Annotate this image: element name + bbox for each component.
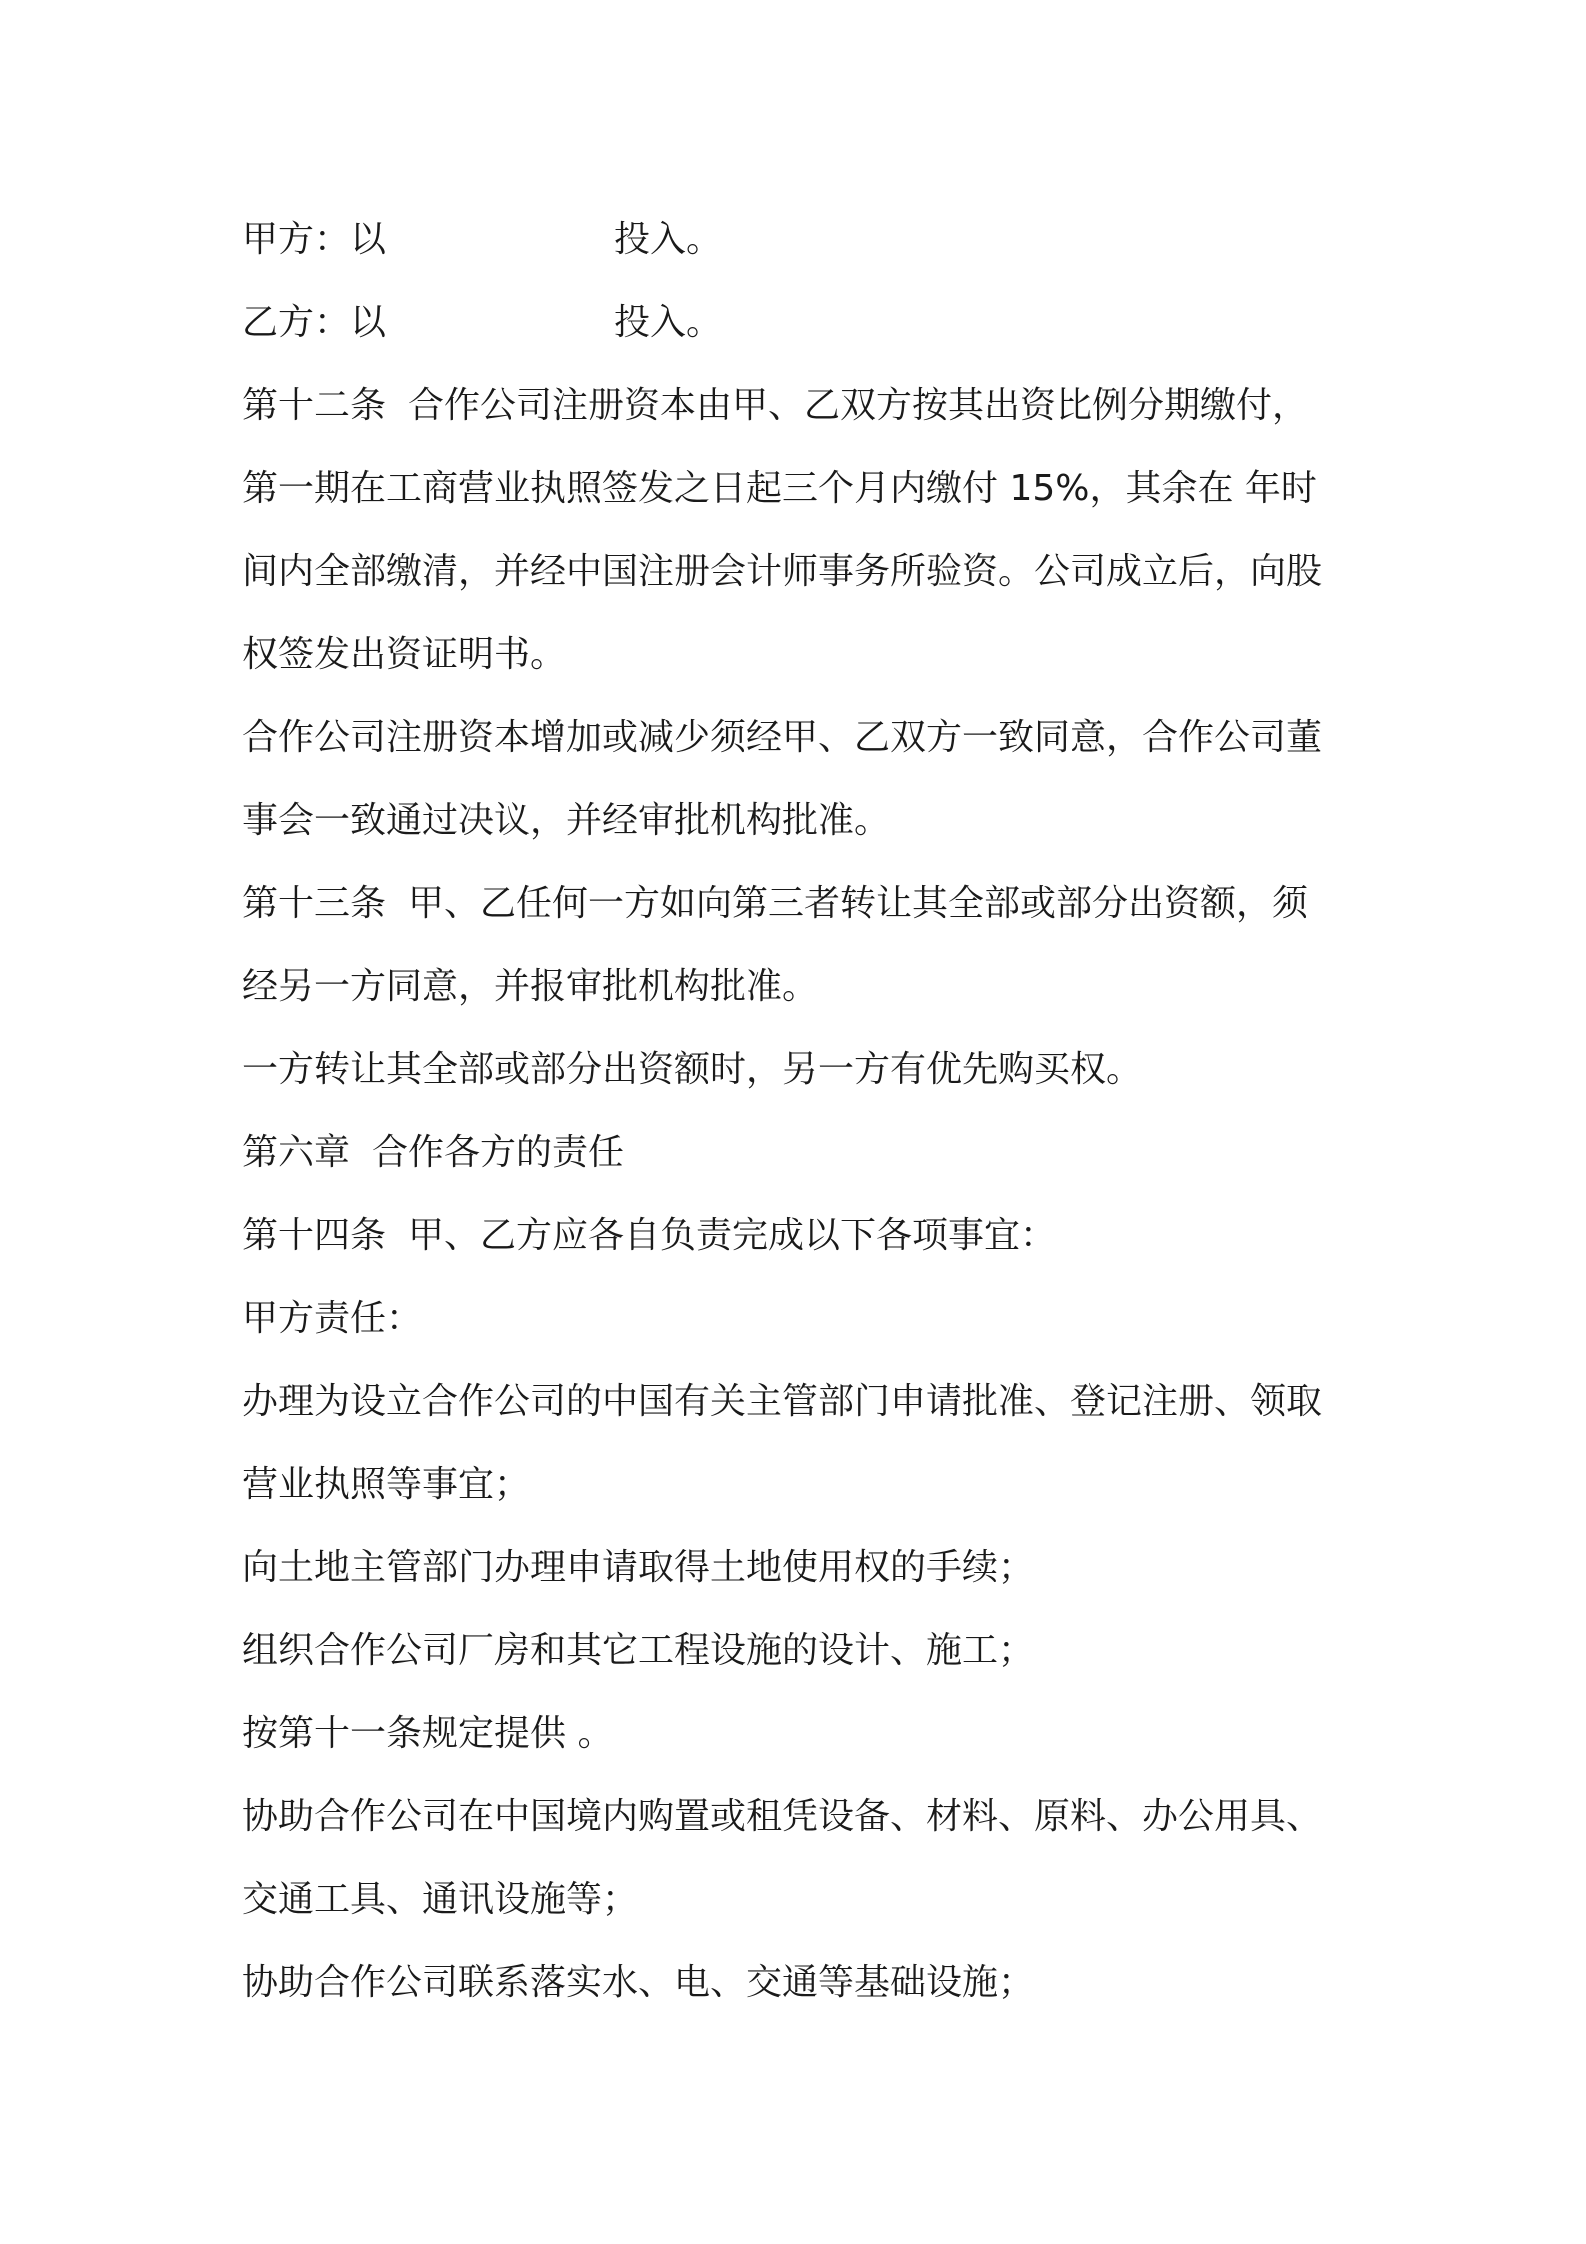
paragraph-line: 间内全部缴清，并经中国注册会计师事务所验资。公司成立后，向股: [242, 551, 1323, 592]
paragraph-line: 营业执照等事宜；: [242, 1464, 531, 1505]
party-a-investment-line: [242, 198, 1352, 281]
paragraph-line: 第一期在工商营业执照签发之日起三个月内缴付 15%，其余在 年时: [242, 468, 1317, 509]
paragraph-line: 组织合作公司厂房和其它工程设施的设计、施工；: [242, 1630, 1035, 1671]
party-a-suffix: 投入。: [614, 219, 723, 260]
article-number: 第十四条: [242, 1215, 387, 1256]
paragraph-line: 合作公司注册资本增加或减少须经甲、乙双方一致同意，合作公司董: [242, 717, 1323, 758]
paragraph-line: 一方转让其全部或部分出资额时，另一方有优先购买权。: [242, 1049, 1143, 1090]
paragraph-line: 事会一致通过决议，并经审批机构批准。: [242, 800, 891, 841]
paragraph-line: 交通工具、通讯设施等；: [242, 1879, 639, 1920]
chapter-6-heading: [242, 1111, 1352, 1194]
article-text: 合作公司注册资本由甲、乙双方按其出资比例分期缴付，: [408, 385, 1309, 426]
paragraph-line: 协助合作公司在中国境内购置或租凭设备、材料、原料、办公用具、: [242, 1796, 1323, 1837]
chapter-number: 第六章: [242, 1132, 351, 1173]
article-12-heading-line: [242, 364, 1352, 447]
party-b-investment-line: [242, 281, 1352, 364]
party-b-label: 乙方：以: [242, 302, 387, 343]
paragraph-line: 经另一方同意，并报审批机构批准。: [242, 966, 819, 1007]
article-14-heading-line: [242, 1194, 1352, 1277]
article-text: 甲、乙任何一方如向第三者转让其全部或部分出资额，须: [408, 883, 1309, 924]
paragraph-line: 按第十一条规定提供 。: [242, 1713, 614, 1754]
document-body: [242, 198, 1352, 2024]
paragraph-line: 向土地主管部门办理申请取得土地使用权的手续；: [242, 1547, 1035, 1588]
paragraph-line: 权签发出资证明书。: [242, 634, 567, 675]
paragraph-line: 协助合作公司联系落实水、电、交通等基础设施；: [242, 1962, 1035, 2003]
party-b-suffix: 投入。: [614, 302, 723, 343]
party-a-label: 甲方：以: [242, 219, 387, 260]
article-number: 第十三条: [242, 883, 387, 924]
article-text: 甲、乙方应各自负责完成以下各项事宜：: [408, 1215, 1057, 1256]
chapter-title: 合作各方的责任: [372, 1132, 625, 1173]
paragraph-line: 办理为设立合作公司的中国有关主管部门申请批准、登记注册、领取: [242, 1381, 1323, 1422]
article-number: 第十二条: [242, 385, 387, 426]
party-a-responsibilities-label: 甲方责任：: [242, 1298, 423, 1339]
article-13-heading-line: [242, 862, 1352, 945]
